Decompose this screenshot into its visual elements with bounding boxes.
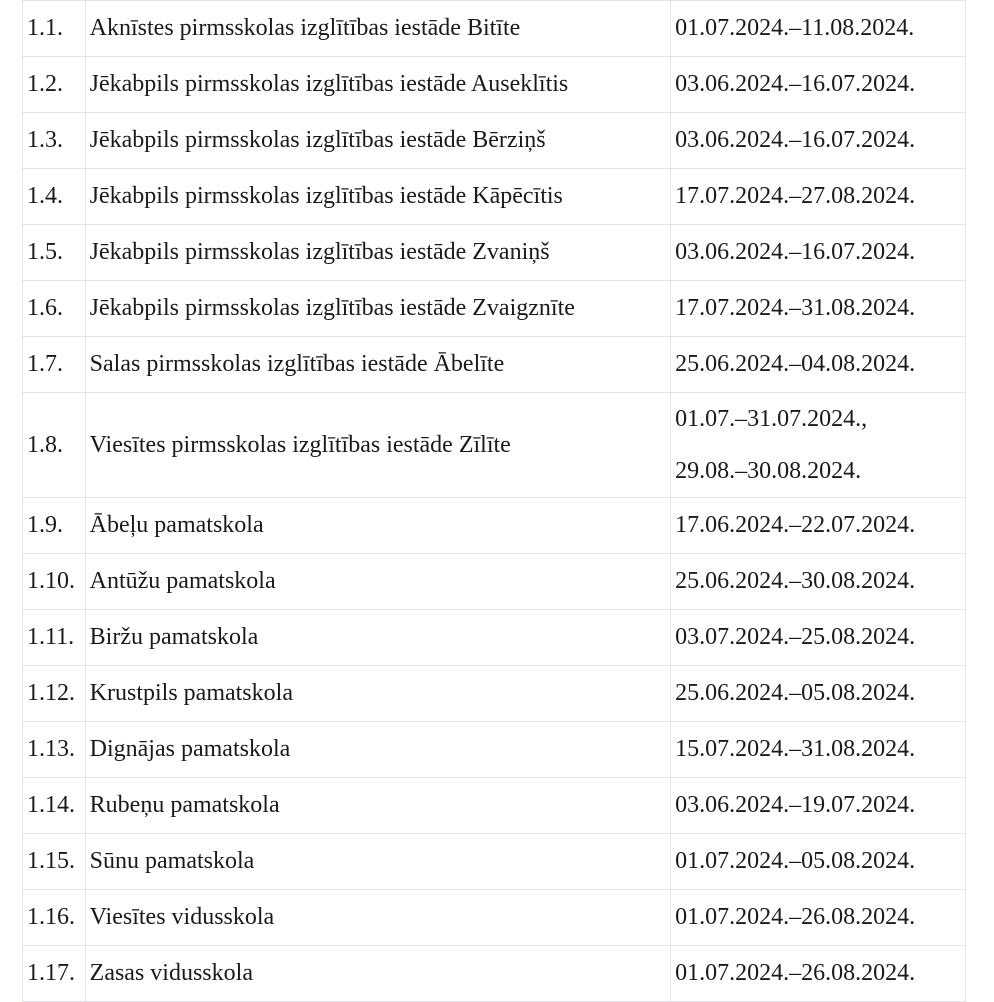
table-row (23, 169, 966, 225)
date-range-cell (671, 834, 966, 890)
table-row (23, 946, 966, 1002)
row-number: 1.6. (23, 281, 86, 337)
date-range-cell (671, 337, 966, 393)
date-range-cell (671, 610, 966, 666)
table-row (23, 890, 966, 946)
date-range-cell (671, 113, 966, 169)
date-range: 03.06.2024.–16.07.2024. (675, 71, 916, 97)
date-range: 01.07.2024.–26.08.2024. (675, 904, 916, 930)
row-number: 1.17. (23, 946, 86, 1002)
date-range: 01.07.2024.–26.08.2024. (675, 960, 916, 986)
row-number: 1.5. (23, 225, 86, 281)
table-row (23, 225, 966, 281)
row-number: 1.9. (23, 498, 86, 554)
table-row (23, 498, 966, 554)
institution-name: Dignājas pamatskola (85, 722, 671, 778)
institution-name: Sūnu pamatskola (85, 834, 671, 890)
institution-name: Aknīstes pirmsskolas izglītības iestāde Bitīte (85, 1, 671, 57)
institution-name: Viesītes pirmsskolas izglītības iestāde Zīlīte (85, 393, 671, 498)
date-range: 25.06.2024.–30.08.2024. (675, 568, 916, 594)
institution-name: Ābeļu pamatskola (85, 498, 671, 554)
date-range-cell (671, 946, 966, 1002)
table-row (23, 337, 966, 393)
institution-name: Jēkabpils pirmsskolas izglītības iestāde Zvaniņš (85, 225, 671, 281)
date-range-cell (671, 778, 966, 834)
row-number: 1.4. (23, 169, 86, 225)
institution-name: Krustpils pamatskola (85, 666, 671, 722)
date-range: 01.07.2024.–05.08.2024. (675, 848, 916, 874)
table-row (23, 393, 966, 498)
table-row (23, 281, 966, 337)
date-range-cell (671, 554, 966, 610)
date-range-cell (671, 666, 966, 722)
institution-name: Rubeņu pamatskola (85, 778, 671, 834)
row-number: 1.2. (23, 57, 86, 113)
schedule-table-body (23, 1, 966, 1002)
row-number: 1.15. (23, 834, 86, 890)
row-number: 1.14. (23, 778, 86, 834)
date-range-cell (671, 169, 966, 225)
table-row (23, 778, 966, 834)
table-row (23, 554, 966, 610)
schedule-table (22, 0, 966, 1002)
row-number: 1.16. (23, 890, 86, 946)
table-row (23, 722, 966, 778)
date-range: 01.07.–31.07.2024., (675, 406, 868, 432)
institution-name: Salas pirmsskolas izglītības iestāde Ābelīte (85, 337, 671, 393)
row-number: 1.7. (23, 337, 86, 393)
table-row (23, 666, 966, 722)
row-number: 1.11. (23, 610, 86, 666)
table-row (23, 113, 966, 169)
table-row (23, 57, 966, 113)
date-range: 25.06.2024.–04.08.2024. (675, 351, 916, 377)
institution-name: Antūžu pamatskola (85, 554, 671, 610)
date-range: 03.06.2024.–16.07.2024. (675, 127, 916, 153)
date-range: 17.06.2024.–22.07.2024. (675, 512, 916, 538)
institution-name: Jēkabpils pirmsskolas izglītības iestāde Auseklītis (85, 57, 671, 113)
institution-name: Viesītes vidusskola (85, 890, 671, 946)
date-range: 17.07.2024.–31.08.2024. (675, 295, 916, 321)
table-row (23, 834, 966, 890)
table-row (23, 610, 966, 666)
date-range-cell (671, 281, 966, 337)
date-range: 15.07.2024.–31.08.2024. (675, 736, 916, 762)
date-range: 25.06.2024.–05.08.2024. (675, 680, 916, 706)
date-range-cell (671, 890, 966, 946)
row-number: 1.1. (23, 1, 86, 57)
table-row (23, 1, 966, 57)
institution-name: Jēkabpils pirmsskolas izglītības iestāde Zvaigznīte (85, 281, 671, 337)
date-range: 03.06.2024.–19.07.2024. (675, 792, 916, 818)
date-range: 03.06.2024.–16.07.2024. (675, 239, 916, 265)
institution-name: Jēkabpils pirmsskolas izglītības iestāde Bērziņš (85, 113, 671, 169)
date-range: 29.08.–30.08.2024. (675, 458, 862, 484)
institution-name: Zasas vidusskola (85, 946, 671, 1002)
institution-name: Biržu pamatskola (85, 610, 671, 666)
date-range: 01.07.2024.–11.08.2024. (675, 15, 915, 41)
date-range-cell (671, 498, 966, 554)
institution-name: Jēkabpils pirmsskolas izglītības iestāde Kāpēcītis (85, 169, 671, 225)
date-range-cell (671, 225, 966, 281)
row-number: 1.3. (23, 113, 86, 169)
date-range: 17.07.2024.–27.08.2024. (675, 183, 916, 209)
row-number: 1.8. (23, 393, 86, 498)
row-number: 1.12. (23, 666, 86, 722)
date-range-cell (671, 393, 966, 498)
row-number: 1.13. (23, 722, 86, 778)
date-range: 03.07.2024.–25.08.2024. (675, 624, 916, 650)
date-range-cell (671, 1, 966, 57)
date-range-cell (671, 57, 966, 113)
row-number: 1.10. (23, 554, 86, 610)
date-range-cell (671, 722, 966, 778)
